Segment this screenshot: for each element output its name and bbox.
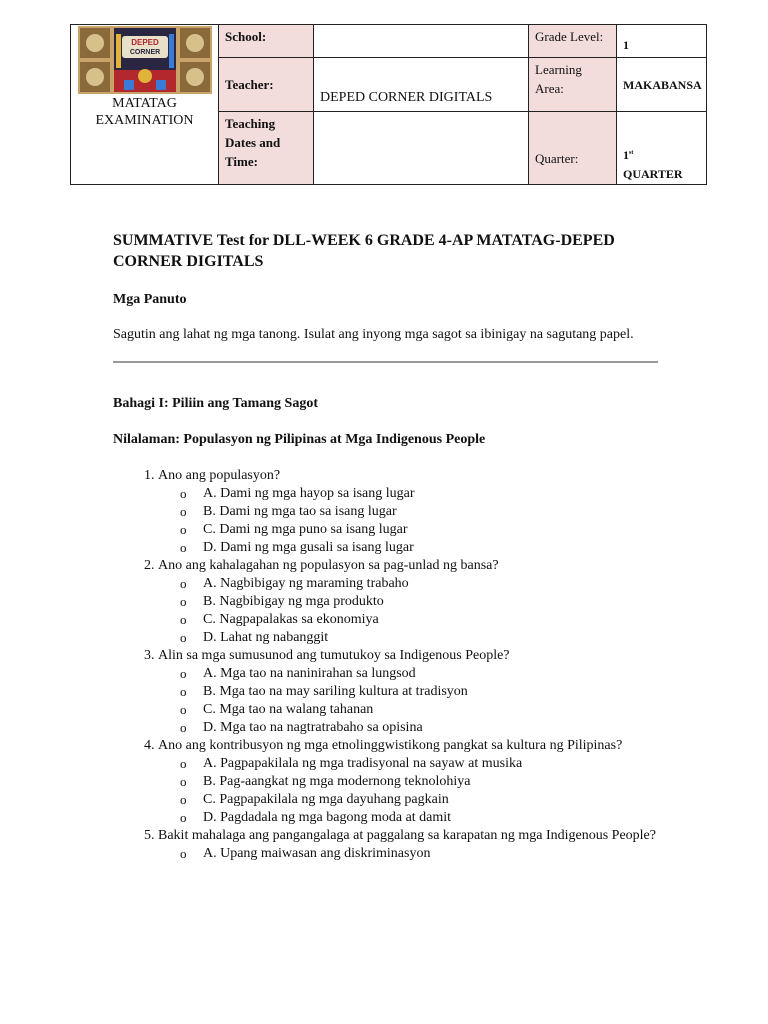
quarter-label: Quarter: bbox=[535, 151, 579, 166]
deped-corner-logo bbox=[78, 26, 212, 94]
grade-level-value-cell bbox=[617, 25, 707, 58]
teaching-dates-value bbox=[314, 112, 529, 185]
document-title: SUMMATIVE Test for DLL-WEEK 6 GRADE 4-AP MATATAG-DEPED CORNER DIGITALS bbox=[113, 232, 615, 270]
question-text: Ano ang populasyon? bbox=[158, 468, 281, 483]
option-list bbox=[158, 575, 658, 647]
option-item: o B. Nagbibigay ng mga produkto bbox=[180, 594, 384, 609]
instructions-text: Sagutin ang lahat ng mga tanong. Isulat ang inyong mga sagot sa ibinigay na sagutang papel. bbox=[113, 327, 634, 342]
question-item bbox=[158, 467, 658, 557]
option-item: o A. Nagbibigay ng maraming trabaho bbox=[180, 576, 409, 591]
option-item: o A. Mga tao na naninirahan sa lungsod bbox=[180, 666, 416, 681]
option-item: o C. Nagpapalakas sa ekonomiya bbox=[180, 612, 379, 627]
option-item: o D. Mga tao na nagtratrabaho sa opisina bbox=[180, 720, 423, 735]
question-item bbox=[158, 737, 658, 827]
school-label: School: bbox=[219, 25, 314, 58]
option-item: o C. Pagpapakilala ng mga dayuhang pagkain bbox=[180, 792, 449, 807]
question-list bbox=[113, 467, 658, 863]
question-text: Alin sa mga sumusunod ang tumutukoy sa Indigenous People? bbox=[158, 648, 510, 663]
option-item: o A. Upang maiwasan ang diskriminasyon bbox=[180, 846, 431, 861]
header-table bbox=[70, 24, 707, 185]
teacher-value-cell bbox=[314, 58, 529, 112]
document-body bbox=[113, 230, 658, 863]
logo-text-deped: DEPED bbox=[130, 38, 159, 47]
grade-level-label: Grade Level: bbox=[529, 25, 617, 58]
teacher-label: Teacher: bbox=[225, 77, 274, 92]
instructions-heading: Mga Panuto bbox=[113, 292, 187, 307]
logo-cell bbox=[71, 25, 219, 185]
teaching-dates-label: Teaching Dates and Time: bbox=[219, 112, 314, 185]
exam-label: MATATAG EXAMINATION bbox=[95, 96, 194, 128]
option-list bbox=[158, 485, 658, 557]
question-text: Ano ang kahalagahan ng populasyon sa pag-unlad ng bansa? bbox=[158, 558, 499, 573]
learning-area-value-cell bbox=[617, 58, 707, 112]
question-text: Bakit mahalaga ang pangangalaga at paggalang sa karapatan ng mga Indigenous People? bbox=[158, 828, 656, 843]
quarter-value: 1st QUARTER bbox=[623, 148, 683, 181]
part-heading: Bahagi I: Piliin ang Tamang Sagot bbox=[113, 396, 319, 411]
content-heading: Nilalaman: Populasyon ng Pilipinas at Mga Indigenous People bbox=[113, 432, 486, 447]
option-item: o B. Mga tao na may sariling kultura at tradisyon bbox=[180, 684, 468, 699]
option-list bbox=[158, 665, 658, 737]
option-item: o A. Pagpapakilala ng mga tradisyonal na sayaw at musika bbox=[180, 756, 523, 771]
grade-level-value: 1 bbox=[623, 38, 629, 52]
option-list bbox=[158, 755, 658, 827]
teacher-value: DEPED CORNER DIGITALS bbox=[320, 90, 493, 105]
question-item bbox=[158, 827, 658, 863]
quarter-value-cell bbox=[617, 112, 707, 185]
learning-area-label: Learning Area: bbox=[529, 58, 617, 112]
option-item: o B. Dami ng mga tao sa isang lugar bbox=[180, 504, 397, 519]
logo-text-corner: CORNER bbox=[129, 49, 160, 56]
option-item: o D. Dami ng mga gusali sa isang lugar bbox=[180, 540, 414, 555]
option-item: o D. Lahat ng nabanggit bbox=[180, 630, 329, 645]
option-item: o A. Dami ng mga hayop sa isang lugar bbox=[180, 486, 415, 501]
option-item: o B. Pag-aangkat ng mga modernong teknolohiya bbox=[180, 774, 471, 789]
option-item: o C. Mga tao na walang tahanan bbox=[180, 702, 374, 717]
option-list bbox=[158, 845, 658, 863]
school-value bbox=[314, 25, 529, 58]
option-item: o D. Pagdadala ng mga bagong moda at damit bbox=[180, 810, 452, 825]
quarter-label-cell bbox=[529, 112, 617, 185]
question-item bbox=[158, 557, 658, 647]
option-item: o C. Dami ng mga puno sa isang lugar bbox=[180, 522, 408, 537]
teacher-label-cell bbox=[219, 58, 314, 112]
learning-area-value: MAKABANSA bbox=[623, 77, 702, 92]
question-item bbox=[158, 647, 658, 737]
question-text: Ano ang kontribusyon ng mga etnolinggwistikong pangkat sa kultura ng Pilipinas? bbox=[158, 738, 623, 753]
